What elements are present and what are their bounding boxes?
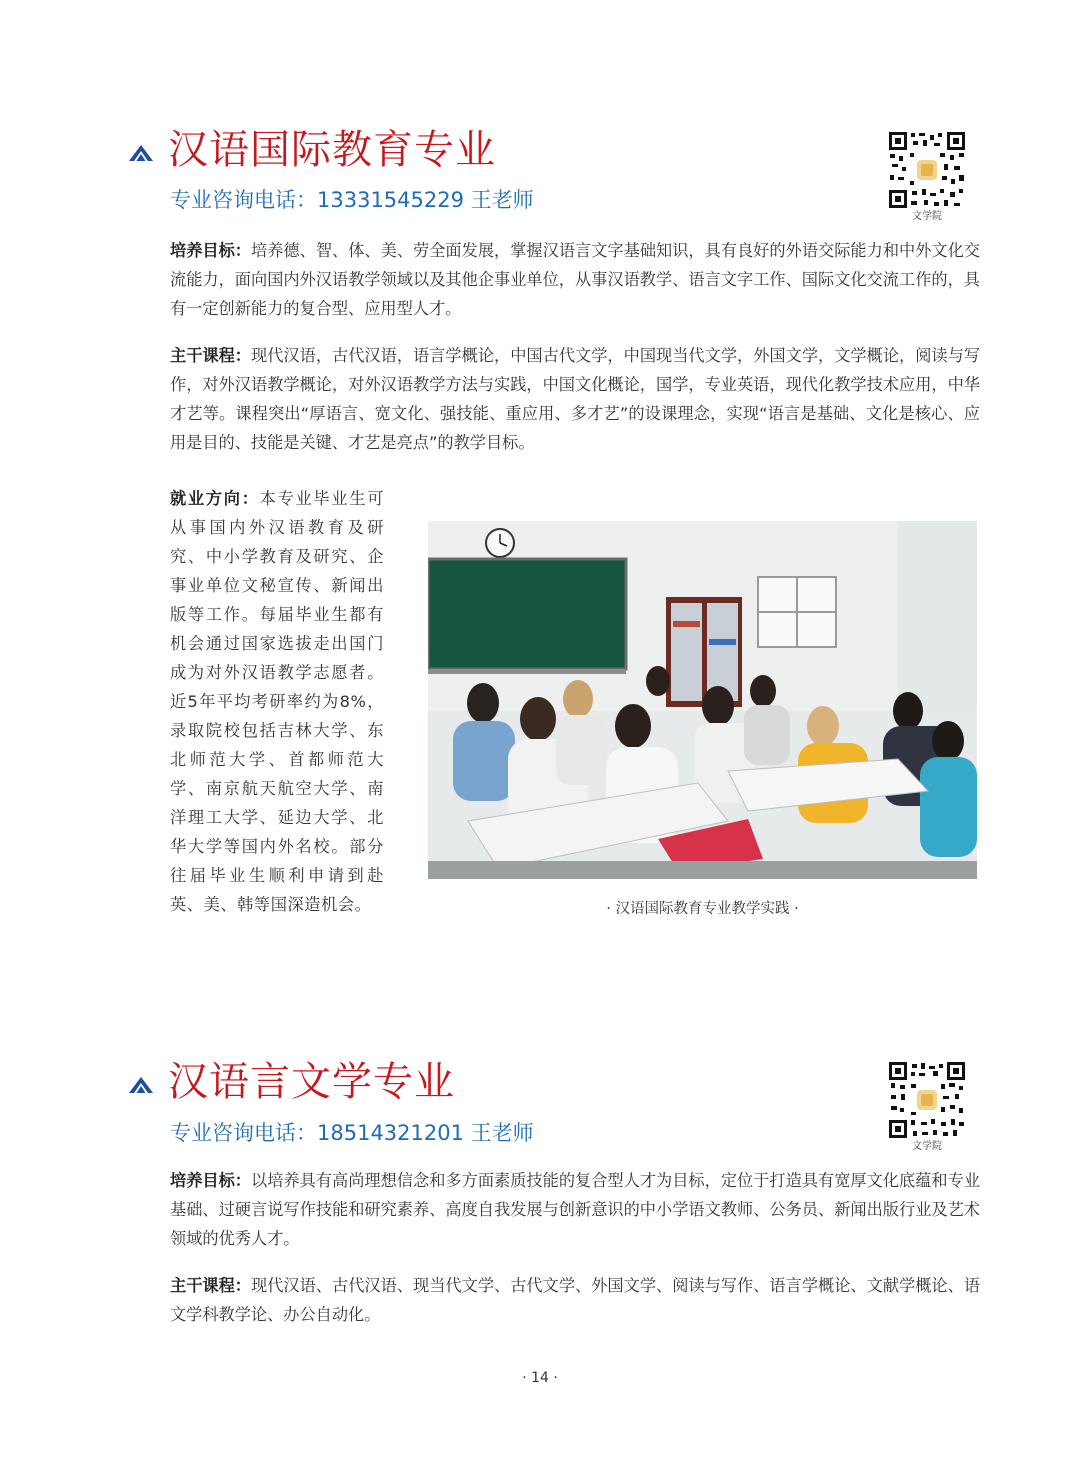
page-number: · 14 ·	[522, 1370, 558, 1386]
photo-caption: · 汉语国际教育专业教学实践 ·	[606, 901, 799, 917]
triangle-mark-icon	[128, 144, 154, 162]
training-goal-label: 培养目标：	[170, 1171, 252, 1190]
section1-title: 汉语国际教育专业	[168, 127, 496, 173]
section1-training-goal	[170, 236, 980, 323]
section2-title: 汉语言文学专业	[168, 1059, 455, 1105]
training-goal-text: 培养德、智、体、美、劳全面发展，掌握汉语言文字基础知识，具有良好的外语交际能力和中外文化交流能力，面向国内外汉语教学领域以及其他企事业单位，从事汉语教学、语言文字工作、国际文化交流工作的，具有一定创新能力的复合型、应用型人才。	[170, 241, 981, 318]
classroom-photo	[428, 521, 977, 879]
main-courses-label: 主干课程：	[170, 346, 252, 365]
main-courses-text: 现代汉语，古代汉语，语言学概论，中国古代文学，中国现当代文学，外国文学，文学概论，阅读与写作，对外汉语教学概论，对外汉语教学方法与实践，中国文化概论，国学，专业英语，现代化教学技术应用，中华才艺等。课程突出“厚语言、宽文化、强技能、重应用、多才艺”的设课理念，实现“语言是基础、文化是核心、应用是目的、技能是关键、才艺是亮点”的教学目标。	[170, 346, 981, 452]
section2-qr-caption: 文学院	[912, 1141, 942, 1152]
training-goal-label: 培养目标：	[170, 241, 252, 260]
section1-qr-caption: 文学院	[912, 211, 942, 222]
training-goal-text: 以培养具有高尚理想信念和多方面素质技能的复合型人才为目标，定位于打造具有宽厚文化底蕴和专业基础、过硬言说写作技能和研究素养、高度自我发展与创新意识的中小学语文教师、公务员、新闻出版行业及艺术领域的优秀人才。	[170, 1171, 981, 1248]
main-courses-text: 现代汉语、古代汉语、现当代文学、古代文学、外国文学、阅读与写作、语言学概论、文献学概论、语文学科教学论、办公自动化。	[170, 1276, 981, 1324]
section1-career-direction	[170, 484, 384, 919]
section2-phone: 专业咨询电话：18514321201 王老师	[170, 1121, 534, 1145]
qr-code-icon	[888, 1061, 966, 1139]
main-courses-label: 主干课程：	[170, 1276, 252, 1295]
qr-code-icon	[888, 131, 966, 209]
career-direction-label: 就业方向：	[170, 489, 260, 508]
section1-main-courses	[170, 341, 980, 457]
section2-training-goal	[170, 1166, 980, 1253]
triangle-mark-icon	[128, 1076, 154, 1094]
section1-phone: 专业咨询电话：13331545229 王老师	[170, 188, 534, 212]
career-direction-text: 本专业毕业生可从事国内外汉语教育及研究、中小学教育及研究、企事业单位文秘宣传、新闻出版等工作。每届毕业生都有机会通过国家选拔走出国门成为对外汉语教学志愿者。近5年平均考研率约为8%，录取院校包括吉林大学、东北师范大学、首都师范大学、南京航天航空大学、南洋理工大学、延边大学、北华大学等国内外名校。部分往届毕业生顺利申请到赴英、美、韩等国深造机会。	[170, 489, 384, 914]
section2-main-courses	[170, 1271, 980, 1329]
